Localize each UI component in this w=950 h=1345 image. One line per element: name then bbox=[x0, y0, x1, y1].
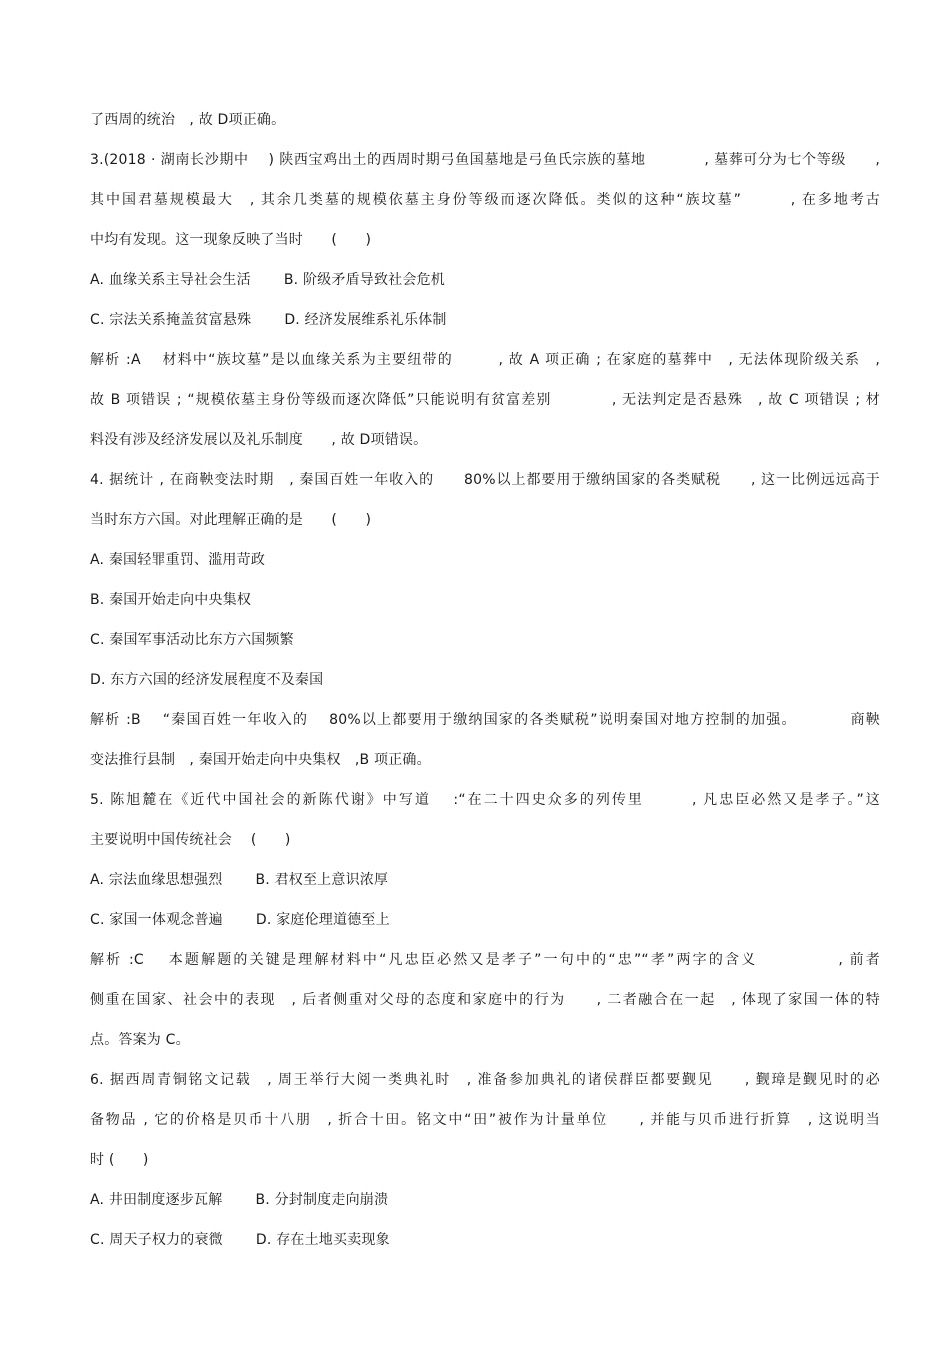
question-3-analysis: 料没有涉及经济发展以及礼乐制度 , 故 D项错误。 bbox=[90, 432, 428, 448]
question-5-options: C. 家国一体观念普遍 D. 家庭伦理道德至上 bbox=[90, 912, 390, 928]
question-4-stem: 4. 据统计 , 在商鞅变法时期 , 秦国百姓一年收入的 80%以上都要用于缴纳国家的各类赋税 , 这一比例远远高于 bbox=[90, 472, 880, 488]
question-3-stem: 3.(2018 · 湖南长沙期中 ) 陕西宝鸡出土的西周时期弓鱼国墓地是弓鱼氏宗族的墓地 , 墓葬可分为七个等级 , bbox=[90, 152, 880, 168]
question-4-stem: 当时东方六国。对此理解正确的是 ( ) bbox=[90, 512, 372, 528]
question-3-stem: 其中国君墓规模最大 , 其余几类墓的规模依墓主身份等级而逐次降低。类似的这种“族坟墓” , 在多地考古 bbox=[90, 192, 880, 208]
question-6-stem: 6. 据西周青铜铭文记载 , 周王举行大阅一类典礼时 , 准备参加典礼的诸侯群臣都要觐见 , 觐璋是觐见时的必 bbox=[90, 1072, 880, 1088]
question-6-options: C. 周天子权力的衰微 D. 存在土地买卖现象 bbox=[90, 1232, 390, 1248]
question-6-stem: 备物品 , 它的价格是贝币十八朋 , 折合十田。铭文中“田”被作为计量单位 , 并能与贝币进行折算 , 这说明当 bbox=[90, 1112, 880, 1128]
question-3-stem: 中均有发现。这一现象反映了当时 ( ) bbox=[90, 232, 372, 248]
question-4-analysis: 变法推行县制 , 秦国开始走向中央集权 ,B 项正确。 bbox=[90, 752, 431, 768]
question-4-option-d: D. 东方六国的经济发展程度不及秦国 bbox=[90, 672, 324, 688]
question-6-stem: 时 ( ) bbox=[90, 1152, 149, 1168]
question-4-analysis: 解析 :B “秦国百姓一年收入的 80%以上都要用于缴纳国家的各类赋税”说明秦国对地方控制的加强。 商鞅 bbox=[90, 712, 880, 728]
question-5-analysis: 侧重在国家、社会中的表现 , 后者侧重对父母的态度和家庭中的行为 , 二者融合在一起 , 体现了家国一体的特 bbox=[90, 992, 880, 1008]
question-5-analysis: 解析 :C 本题解题的关键是理解材料中“凡忠臣必然又是孝子”一句中的“忠”“孝”两字的含义 , 前者 bbox=[90, 952, 880, 968]
question-3-options: A. 血缘关系主导社会生活 B. 阶级矛盾导致社会危机 bbox=[90, 272, 445, 288]
question-5-options: A. 宗法血缘思想强烈 B. 君权至上意识浓厚 bbox=[90, 872, 389, 888]
question-3-analysis: 故 B 项错误 ; “规模依墓主身份等级而逐次降低”只能说明有贫富差别 , 无法判定是否悬殊 , 故 C 项错误 ; 材 bbox=[90, 392, 880, 408]
question-5-analysis: 点。答案为 C。 bbox=[90, 1032, 190, 1048]
question-6-options: A. 井田制度逐步瓦解 B. 分封制度走向崩溃 bbox=[90, 1192, 389, 1208]
question-5-stem: 5. 陈旭麓在《近代中国社会的新陈代谢》中写道 :“在二十四史众多的列传里 , 凡忠臣必然又是孝子。”这 bbox=[90, 792, 880, 808]
question-4-option-a: A. 秦国轻罪重罚、滥用苛政 bbox=[90, 552, 266, 568]
question-4-option-b: B. 秦国开始走向中央集权 bbox=[90, 592, 252, 608]
question-4-option-c: C. 秦国军事活动比东方六国频繁 bbox=[90, 632, 294, 648]
question-3-analysis: 解析 :A 材料中“族坟墓”是以血缘关系为主要纽带的 , 故 A 项正确 ; 在家庭的墓葬中 , 无法体现阶级关系 , bbox=[90, 352, 880, 368]
question-3-options: C. 宗法关系掩盖贫富悬殊 D. 经济发展维系礼乐体制 bbox=[90, 312, 447, 328]
question-5-stem: 主要说明中国传统社会 ( ) bbox=[90, 832, 291, 848]
text-line: 了西周的统治 , 故 D项正确。 bbox=[90, 112, 286, 128]
